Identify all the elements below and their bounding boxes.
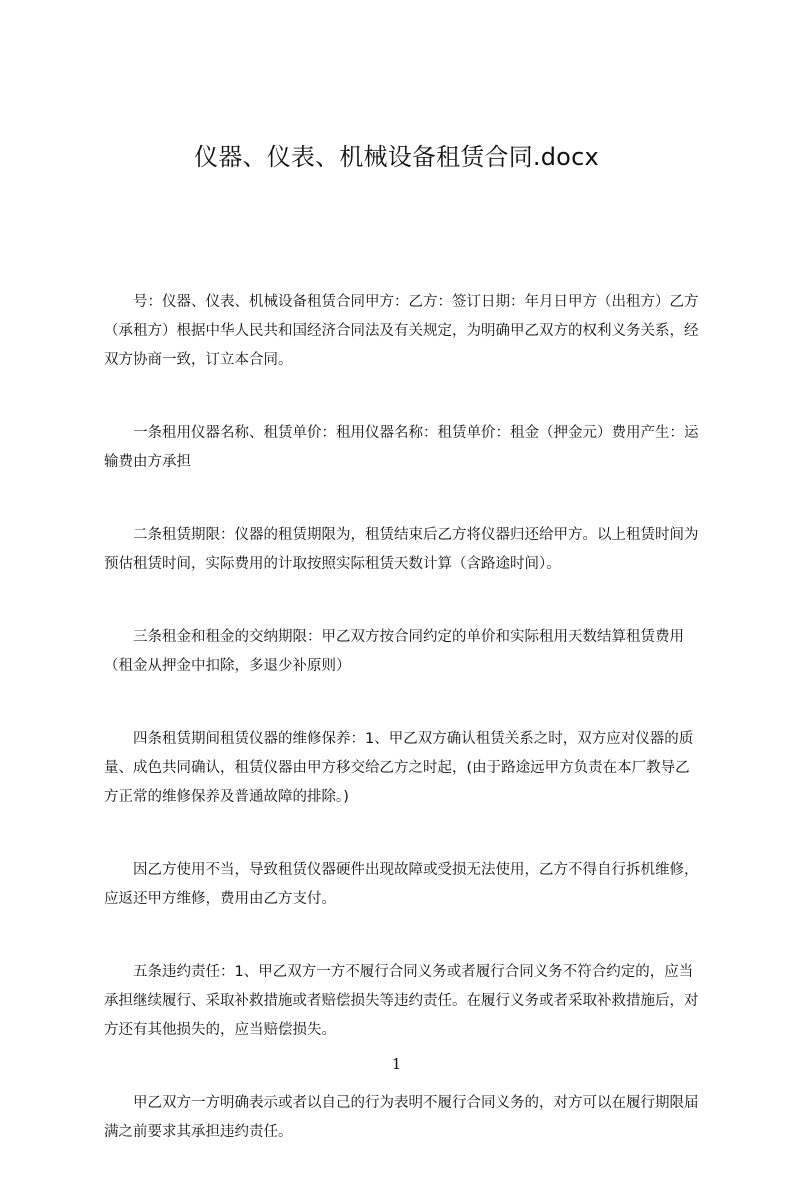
paragraph-article-5-continued: 甲乙双方一方明确表示或者以自己的行为表明不履行合同义务的，对方可以在履行期限届满之前要求其承担违约责任。 [104,1095,699,1140]
paragraph-article-5: 五条违约责任：1、甲乙双方一方不履行合同义务或者履行合同义务不符合约定的，应当承担继续履行、采取补救措施或者赔偿损失等违约责任。在履行义务或者采取补救措施后，对方还有其他损失的，应当赔偿损失。 [104,964,699,1038]
paragraph-intro: 号：仪器、仪表、机械设备租赁合同甲方：乙方：签订日期：年月日甲方（出租方）乙方（承租方）根据中华人民共和国经济合同法及有关规定，为明确甲乙双方的权利义务关系，经双方协商一致，订立本合同。 [104,294,699,368]
paragraph-article-2: 二条租赁期限：仪器的租赁期限为，租赁结束后乙方将仪器归还给甲方。以上租赁时间为预估租赁时间，实际费用的计取按照实际租赁天数计算（含路途时间）。 [104,527,699,572]
paragraph-article-1: 一条租用仪器名称、租赁单价：租用仪器名称：租赁单价：租金（押金元）费用产生：运输费由方承担 [104,425,699,470]
paragraph-article-4-continued: 因乙方使用不当，导致租赁仪器硬件出现故障或受损无法使用，乙方不得自行拆机维修，应返还甲方维修，费用由乙方支付。 [104,862,699,907]
document-title: 仪器、仪表、机械设备租赁合同.docx [194,143,599,171]
paragraph-article-4: 四条租赁期间租赁仪器的维修保养：1、甲乙双方确认租赁关系之时，双方应对仪器的质量、成色共同确认，租赁仪器由甲方移交给乙方之时起，(由于路途远甲方负责在本厂教导乙方正常的维修保养及普通故障的排除。) [104,731,694,805]
paragraph-article-3: 三条租金和租金的交纳期限：甲乙双方按合同约定的单价和实际租用天数结算租赁费用（租金从押金中扣除，多退少补原则） [104,629,684,674]
page-number: 1 [391,1055,402,1073]
